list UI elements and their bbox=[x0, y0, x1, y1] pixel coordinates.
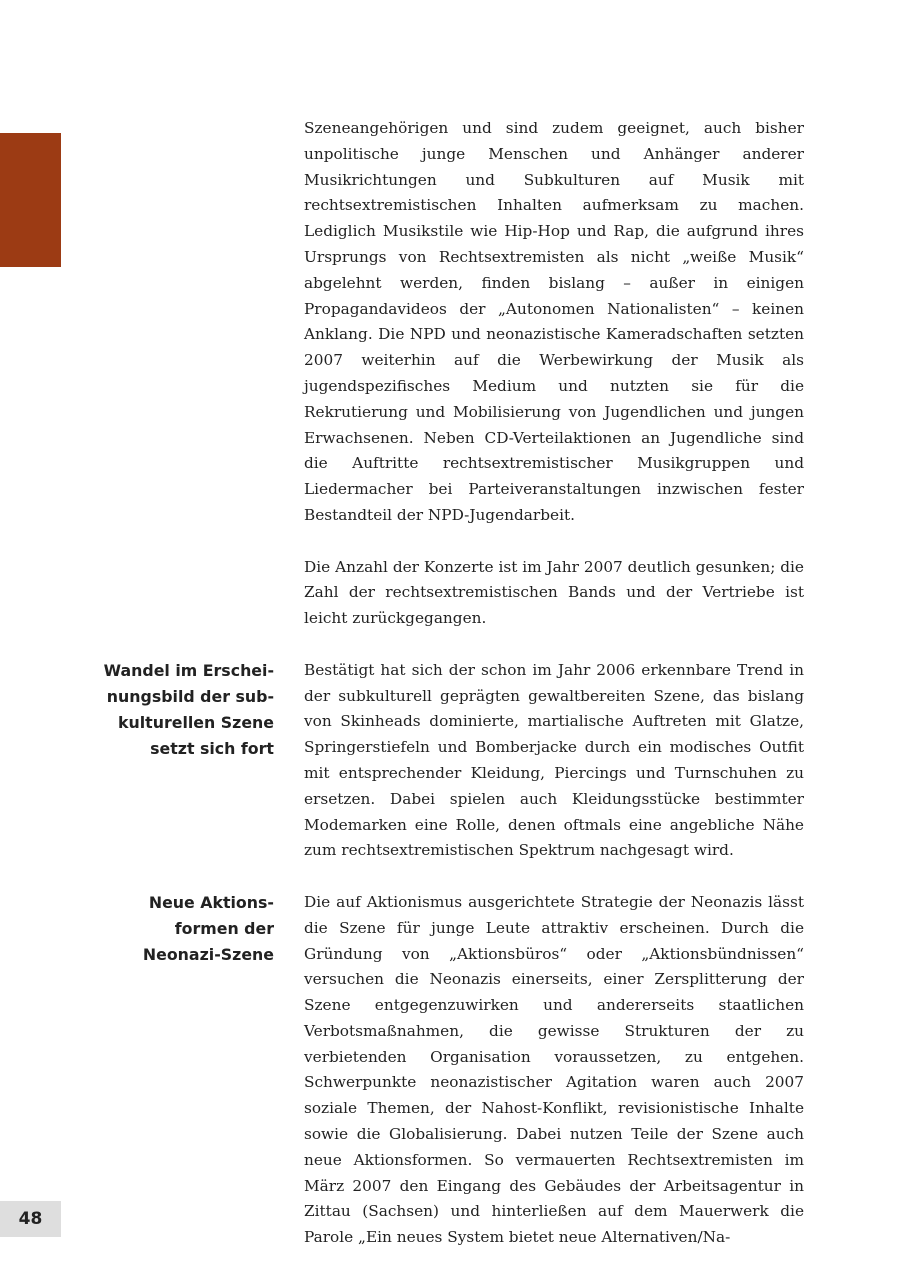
main-text-column bbox=[103, 116, 804, 1251]
section-subculture-change bbox=[103, 658, 804, 864]
page-number: 48 bbox=[0, 1201, 61, 1237]
section-concerts bbox=[304, 555, 804, 632]
paragraph-music-scene: Szeneangehörigen und sind zudem geeignet, auch bisher unpolitische junge Menschen und Anhänger anderer Musikrichtungen und Subkulturen auf Musik mit rechtsextremistischen Inhalten aufmerksam zu machen. Lediglich Musikstile wie Hip-Hop und Rap, die aufgrund ihres Ursprungs von Rechtsextremisten als nicht „weiße Musik“ abgelehnt werden, finden bislang – außer in einigen Propagandavideos der „Autonomen Nationalisten“ – keinen Anklang. Die NPD und neonazistische Kameradschaften setzten 2007 weiterhin auf die Werbewirkung der Musik als jugendspezifisches Medium und nutzten sie für die Rekrutierung und Mobilisierung von Jugendlichen und jungen Erwachsenen. Neben CD-Verteilaktionen an Jugendliche sind die Auftritte rechtsextremistischer Musikgruppen und Liedermacher bei Parteiveranstaltungen inzwischen fester Bestandteil der NPD-Jugendarbeit. bbox=[304, 119, 804, 524]
chapter-accent-bar bbox=[0, 133, 61, 267]
side-heading-subculture-change: Wandel im Erschei- nungsbild der sub- kulturellen Szene setzt sich fort bbox=[103, 660, 274, 758]
paragraph-subculture-change: Bestätigt hat sich der schon im Jahr 2006 erkennbare Trend in der subkulturell geprägten gewaltbereiten Szene, das bislang von Skinheads dominierte, martialische Auftreten mit Glatze, Springerstiefeln und Bomberjacke durch ein modisches Outfit mit entsprechender Kleidung, Piercings und Turnschuhen zu ersetzen. Dabei spielen auch Kleidungsstücke bestimmter Modemarken eine Rolle, denen oftmals eine angebliche Nähe zum rechtsextremistischen Spektrum nachgesagt wird. bbox=[304, 660, 804, 860]
paragraph-new-action-forms: Die auf Aktionismus ausgerichtete Strategie der Neonazis lässt die Szene für junge Leute attraktiv erscheinen. Durch die Gründung von „Aktionsbüros“ oder „Aktionsbündnissen“ versuchen die Neonazis einerseits, einer Zersplitterung der Szene entgegenzuwirken und andererseits staatlichen Verbotsmaßnahmen, die gewisse Strukturen der zu verbietenden Organisation voraussetzen, zu entgehen. Schwerpunkte neonazistischer Agitation waren auch 2007 soziale Themen, der Nahost-Konflikt, revisionistische Inhalte sowie die Globalisierung. Dabei nutzen Teile der Szene auch neue Aktionsformen. So vermauerten Rechtsextremisten im März 2007 den Eingang des Gebäudes der Arbeitsagentur in Zittau (Sachsen) und hinterließen auf dem Mauerwerk die Parole „Ein neues System bietet neue Alternativen/Na- bbox=[304, 892, 804, 1247]
side-heading-new-action-forms: Neue Aktions- formen der Neonazi-Szene bbox=[142, 892, 274, 964]
section-new-action-forms bbox=[142, 890, 804, 1251]
paragraph-concerts: Die Anzahl der Konzerte ist im Jahr 2007 deutlich gesunken; die Zahl der rechtsextremistischen Bands und der Vertriebe ist leicht zurückgegangen. bbox=[304, 557, 804, 628]
